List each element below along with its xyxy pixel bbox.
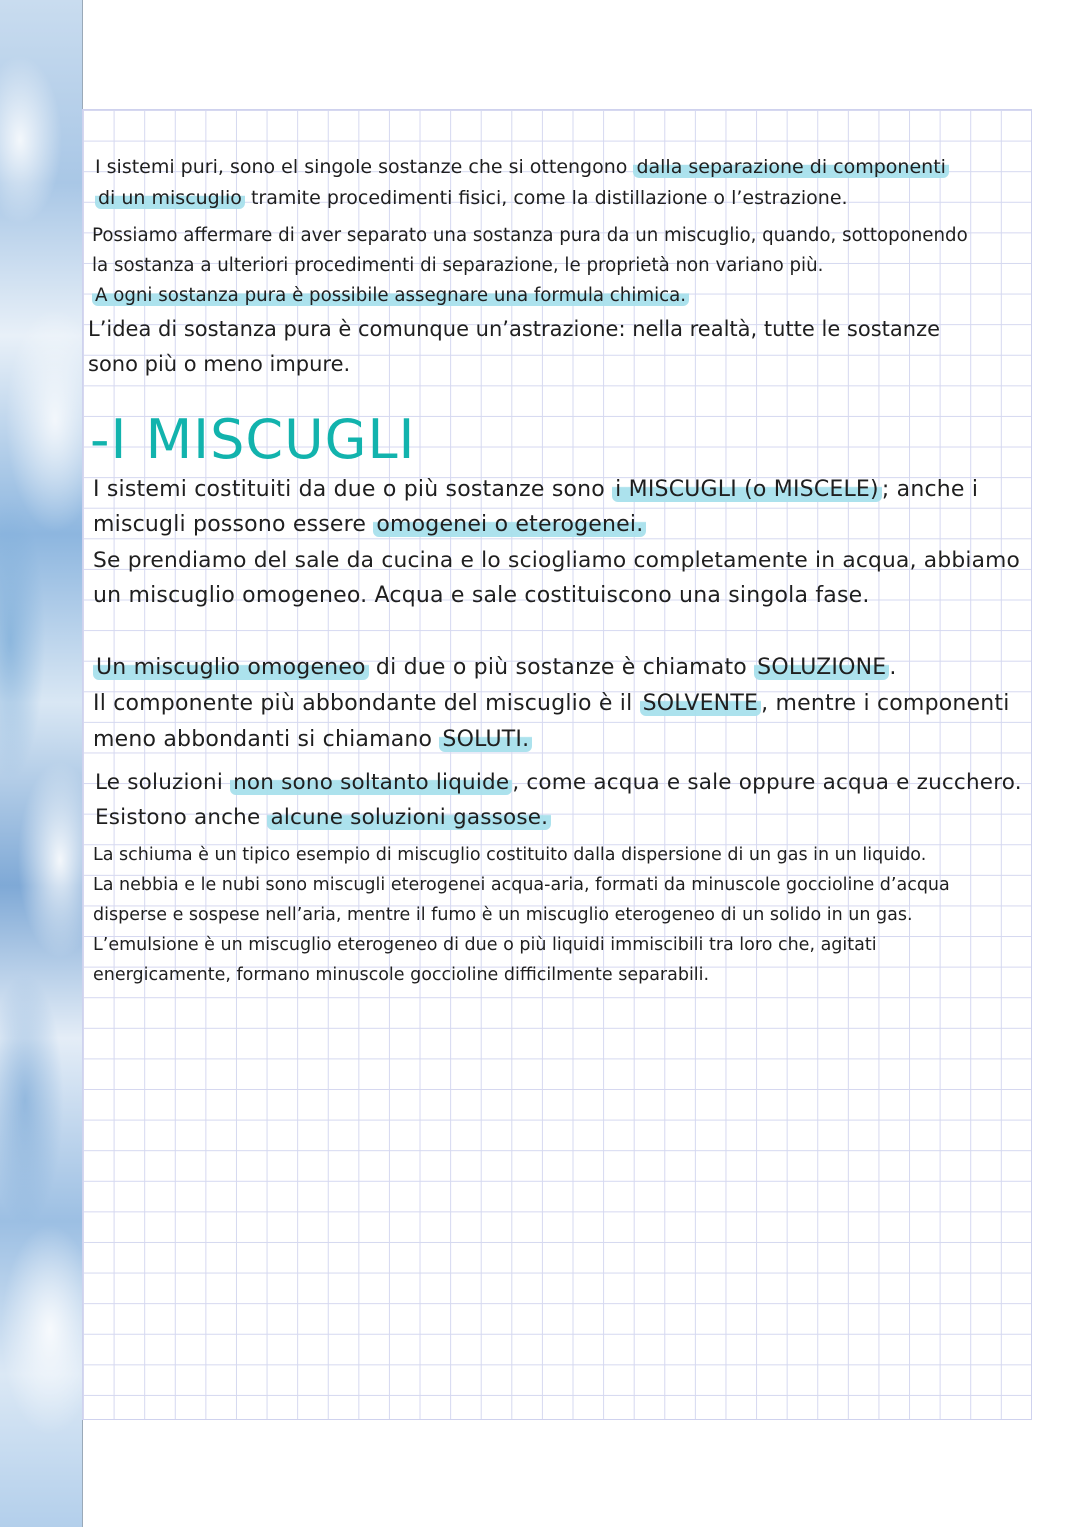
p5-line-3: disperse e sospese nell’aria, mentre il fumo è un miscuglio eterogeneo di un solido in un gas.: [93, 905, 913, 925]
text-run: , mentre i componenti: [761, 691, 1010, 716]
highlight-run: di un miscuglio: [95, 187, 245, 209]
highlight-run: SOLVENTE: [640, 691, 761, 716]
p5-line-1: La schiuma è un tipico esempio di miscuglio costituito dalla dispersione di un gas in un liquido.: [93, 845, 927, 865]
highlight-run: omogenei o eterogenei.: [373, 512, 646, 537]
p3-line-1: [93, 655, 897, 680]
text-run: di due o più sostanze è chiamato: [368, 655, 755, 680]
p1-line-4: la sostanza a ulteriori procedimenti di separazione, le proprietà non variano più.: [92, 255, 824, 276]
text-run: , come acqua e sale oppure acqua e zucchero.: [512, 770, 1022, 795]
p3-line-3: [93, 727, 532, 752]
highlight-run: A ogni sostanza pura è possibile assegnare una formula chimica.: [92, 285, 689, 306]
p1-line-2: [95, 187, 848, 209]
highlight-run: non sono soltanto liquide: [230, 770, 512, 795]
text-run: ; anche i: [881, 477, 979, 502]
highlight-run: Un miscuglio omogeneo: [93, 655, 369, 680]
p4-line-2: [95, 805, 551, 830]
p1-line-1: [95, 156, 949, 178]
p1-line-5: [92, 285, 689, 306]
p1-line-6: L’idea di sostanza pura è comunque un’astrazione: nella realtà, tutte le sostanze: [88, 317, 941, 341]
highlight-run: dalla separazione di componenti: [633, 156, 948, 178]
text-run: .: [889, 655, 897, 680]
p2-line-4: un miscuglio omogeneo. Acqua e sale costituiscono una singola fase.: [93, 583, 870, 608]
text-run: Le soluzioni: [95, 770, 231, 795]
p2-line-1: [93, 477, 978, 502]
highlight-run: alcune soluzioni gassose.: [267, 805, 551, 830]
section-heading: -I MISCUGLI: [90, 408, 416, 471]
text-run: Il componente più abbondante del miscuglio è il: [93, 691, 640, 716]
p5-line-5: energicamente, formano minuscole goccioline difficilmente separabili.: [93, 965, 710, 985]
p2-line-3: Se prendiamo del sale da cucina e lo sciogliamo completamente in acqua, abbiamo: [93, 548, 1021, 573]
highlight-run: SOLUTI.: [439, 727, 532, 752]
highlight-run: i MISCUGLI (o MISCELE): [612, 477, 882, 502]
p2-line-2: [93, 512, 646, 537]
highlight-run: SOLUZIONE: [754, 655, 889, 680]
p4-line-1: [95, 770, 1022, 795]
text-run: miscugli possono essere: [93, 512, 374, 537]
p1-line-3: Possiamo affermare di aver separato una sostanza pura da un miscuglio, quando, sottoponendo: [92, 225, 968, 246]
text-run: I sistemi puri, sono el singole sostanze che si ottengono: [95, 156, 634, 178]
p1-line-7: sono più o meno impure.: [88, 352, 351, 376]
text-run: Esistono anche: [95, 805, 268, 830]
p3-line-2: [93, 691, 1010, 716]
text-run: I sistemi costituiti da due o più sostanze sono: [93, 477, 613, 502]
text-run: meno abbondanti si chiamano: [93, 727, 440, 752]
text-run: tramite procedimenti fisici, come la distillazione o l’estrazione.: [244, 187, 848, 209]
p5-line-2: La nebbia e le nubi sono miscugli eterogenei acqua-aria, formati da minuscole goccioline d’acqua: [93, 875, 950, 895]
p5-line-4: L’emulsione è un miscuglio eterogeneo di due o più liquidi immiscibili tra loro che, agitati: [93, 935, 877, 955]
